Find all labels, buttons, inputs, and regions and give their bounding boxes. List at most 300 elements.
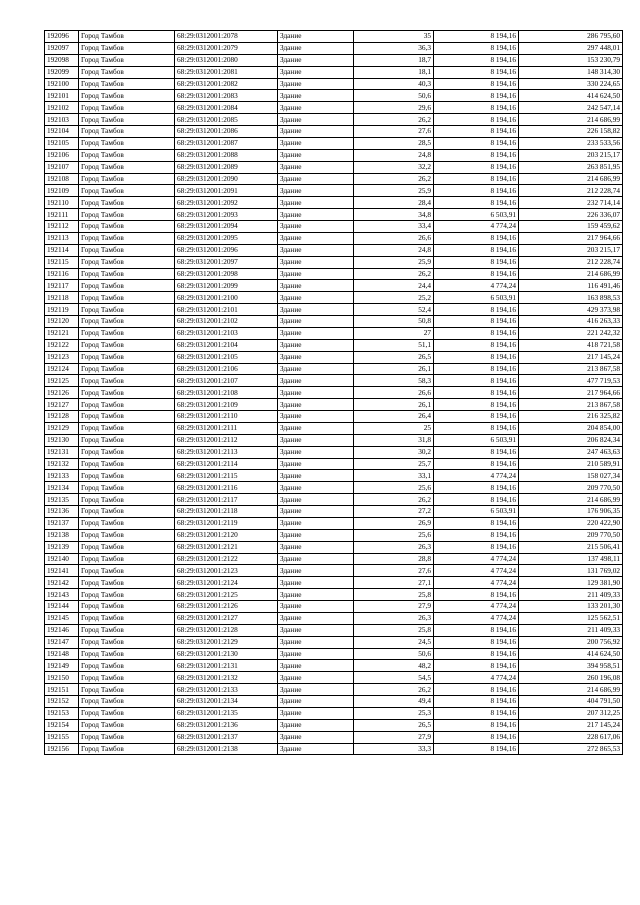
city-cell: Город Тамбов bbox=[79, 185, 175, 197]
cadastral-value-cell: 220 422,90 bbox=[519, 517, 623, 529]
table-row bbox=[45, 327, 623, 339]
cadastral-number-cell: 68:29:0312001:2093 bbox=[175, 209, 278, 221]
cadastral-number-cell: 68:29:0312001:2083 bbox=[175, 90, 278, 102]
cadastral-number-cell: 68:29:0312001:2134 bbox=[175, 696, 278, 708]
area-cell: 33,4 bbox=[354, 221, 434, 233]
unit-value-cell: 8 194,16 bbox=[434, 114, 519, 126]
cadastral-value-cell: 477 719,53 bbox=[519, 375, 623, 387]
area-cell: 40,3 bbox=[354, 78, 434, 90]
row-id-cell: 192108 bbox=[45, 173, 79, 185]
city-cell: Город Тамбов bbox=[79, 126, 175, 138]
unit-value-cell: 4 774,24 bbox=[434, 612, 519, 624]
row-id-cell: 192119 bbox=[45, 304, 79, 316]
row-id-cell: 192129 bbox=[45, 422, 79, 434]
object-type-cell: Здание bbox=[278, 304, 354, 316]
unit-value-cell: 8 194,16 bbox=[434, 411, 519, 423]
cadastral-number-cell: 68:29:0312001:2119 bbox=[175, 517, 278, 529]
cadastral-number-cell: 68:29:0312001:2095 bbox=[175, 232, 278, 244]
cadastral-value-cell: 418 721,58 bbox=[519, 339, 623, 351]
cadastral-number-cell: 68:29:0312001:2129 bbox=[175, 636, 278, 648]
unit-value-cell: 8 194,16 bbox=[434, 719, 519, 731]
object-type-cell: Здание bbox=[278, 541, 354, 553]
table-row bbox=[45, 470, 623, 482]
row-id-cell: 192128 bbox=[45, 411, 79, 423]
cadastral-number-cell: 68:29:0312001:2079 bbox=[175, 42, 278, 54]
unit-value-cell: 8 194,16 bbox=[434, 731, 519, 743]
row-id-cell: 192148 bbox=[45, 648, 79, 660]
cadastral-number-cell: 68:29:0312001:2088 bbox=[175, 149, 278, 161]
table-row bbox=[45, 612, 623, 624]
cadastral-number-cell: 68:29:0312001:2131 bbox=[175, 660, 278, 672]
area-cell: 33,3 bbox=[354, 743, 434, 755]
object-type-cell: Здание bbox=[278, 529, 354, 541]
table-row bbox=[45, 221, 623, 233]
city-cell: Город Тамбов bbox=[79, 292, 175, 304]
row-id-cell: 192099 bbox=[45, 66, 79, 78]
area-cell: 28,8 bbox=[354, 553, 434, 565]
row-id-cell: 192144 bbox=[45, 601, 79, 613]
row-id-cell: 192139 bbox=[45, 541, 79, 553]
unit-value-cell: 4 774,24 bbox=[434, 672, 519, 684]
unit-value-cell: 8 194,16 bbox=[434, 589, 519, 601]
cadastral-value-cell: 207 312,25 bbox=[519, 707, 623, 719]
city-cell: Город Тамбов bbox=[79, 707, 175, 719]
area-cell: 26,5 bbox=[354, 351, 434, 363]
cadastral-value-cell: 214 686,99 bbox=[519, 268, 623, 280]
table-row bbox=[45, 31, 623, 43]
area-cell: 33,1 bbox=[354, 470, 434, 482]
cadastral-number-cell: 68:29:0312001:2132 bbox=[175, 672, 278, 684]
table-row bbox=[45, 553, 623, 565]
object-type-cell: Здание bbox=[278, 102, 354, 114]
row-id-cell: 192111 bbox=[45, 209, 79, 221]
city-cell: Город Тамбов bbox=[79, 434, 175, 446]
table-row bbox=[45, 684, 623, 696]
city-cell: Город Тамбов bbox=[79, 66, 175, 78]
cadastral-number-cell: 68:29:0312001:2130 bbox=[175, 648, 278, 660]
row-id-cell: 192117 bbox=[45, 280, 79, 292]
area-cell: 25,8 bbox=[354, 624, 434, 636]
unit-value-cell: 4 774,24 bbox=[434, 601, 519, 613]
city-cell: Город Тамбов bbox=[79, 577, 175, 589]
area-cell: 26,2 bbox=[354, 114, 434, 126]
table-row bbox=[45, 292, 623, 304]
city-cell: Город Тамбов bbox=[79, 731, 175, 743]
unit-value-cell: 8 194,16 bbox=[434, 660, 519, 672]
unit-value-cell: 8 194,16 bbox=[434, 327, 519, 339]
row-id-cell: 192103 bbox=[45, 114, 79, 126]
table-row bbox=[45, 648, 623, 660]
row-id-cell: 192106 bbox=[45, 149, 79, 161]
row-id-cell: 192141 bbox=[45, 565, 79, 577]
cadastral-value-cell: 159 459,62 bbox=[519, 221, 623, 233]
row-id-cell: 192133 bbox=[45, 470, 79, 482]
object-type-cell: Здание bbox=[278, 66, 354, 78]
row-id-cell: 192115 bbox=[45, 256, 79, 268]
table-row bbox=[45, 422, 623, 434]
table-row bbox=[45, 636, 623, 648]
object-type-cell: Здание bbox=[278, 209, 354, 221]
cadastral-value-cell: 215 506,41 bbox=[519, 541, 623, 553]
cadastral-value-cell: 330 224,65 bbox=[519, 78, 623, 90]
cadastral-number-cell: 68:29:0312001:2104 bbox=[175, 339, 278, 351]
city-cell: Город Тамбов bbox=[79, 42, 175, 54]
area-cell: 48,2 bbox=[354, 660, 434, 672]
row-id-cell: 192140 bbox=[45, 553, 79, 565]
area-cell: 26,2 bbox=[354, 684, 434, 696]
object-type-cell: Здание bbox=[278, 126, 354, 138]
row-id-cell: 192102 bbox=[45, 102, 79, 114]
object-type-cell: Здание bbox=[278, 589, 354, 601]
area-cell: 58,3 bbox=[354, 375, 434, 387]
object-type-cell: Здание bbox=[278, 268, 354, 280]
object-type-cell: Здание bbox=[278, 601, 354, 613]
unit-value-cell: 8 194,16 bbox=[434, 54, 519, 66]
cadastral-number-cell: 68:29:0312001:2135 bbox=[175, 707, 278, 719]
city-cell: Город Тамбов bbox=[79, 280, 175, 292]
area-cell: 51,1 bbox=[354, 339, 434, 351]
area-cell: 26,2 bbox=[354, 268, 434, 280]
row-id-cell: 192116 bbox=[45, 268, 79, 280]
area-cell: 26,9 bbox=[354, 517, 434, 529]
city-cell: Город Тамбов bbox=[79, 256, 175, 268]
city-cell: Город Тамбов bbox=[79, 399, 175, 411]
cadastral-value-cell: 116 491,46 bbox=[519, 280, 623, 292]
cadastral-number-cell: 68:29:0312001:2106 bbox=[175, 363, 278, 375]
city-cell: Город Тамбов bbox=[79, 565, 175, 577]
unit-value-cell: 4 774,24 bbox=[434, 577, 519, 589]
cadastral-value-cell: 286 795,60 bbox=[519, 31, 623, 43]
area-cell: 35 bbox=[354, 31, 434, 43]
unit-value-cell: 8 194,16 bbox=[434, 137, 519, 149]
row-id-cell: 192104 bbox=[45, 126, 79, 138]
city-cell: Город Тамбов bbox=[79, 684, 175, 696]
row-id-cell: 192134 bbox=[45, 482, 79, 494]
row-id-cell: 192131 bbox=[45, 446, 79, 458]
city-cell: Город Тамбов bbox=[79, 624, 175, 636]
table-row bbox=[45, 78, 623, 90]
row-id-cell: 192121 bbox=[45, 327, 79, 339]
cadastral-value-cell: 213 867,58 bbox=[519, 399, 623, 411]
area-cell: 24,8 bbox=[354, 244, 434, 256]
cadastral-number-cell: 68:29:0312001:2091 bbox=[175, 185, 278, 197]
city-cell: Город Тамбов bbox=[79, 327, 175, 339]
table-row bbox=[45, 244, 623, 256]
cadastral-value-cell: 214 686,99 bbox=[519, 494, 623, 506]
cadastral-number-cell: 68:29:0312001:2102 bbox=[175, 316, 278, 328]
object-type-cell: Здание bbox=[278, 672, 354, 684]
city-cell: Город Тамбов bbox=[79, 90, 175, 102]
cadastral-number-cell: 68:29:0312001:2080 bbox=[175, 54, 278, 66]
cadastral-value-cell: 213 867,58 bbox=[519, 363, 623, 375]
city-cell: Город Тамбов bbox=[79, 672, 175, 684]
row-id-cell: 192105 bbox=[45, 137, 79, 149]
city-cell: Город Тамбов bbox=[79, 696, 175, 708]
cadastral-value-cell: 210 589,91 bbox=[519, 458, 623, 470]
unit-value-cell: 8 194,16 bbox=[434, 529, 519, 541]
city-cell: Город Тамбов bbox=[79, 470, 175, 482]
row-id-cell: 192124 bbox=[45, 363, 79, 375]
cadastral-value-cell: 137 498,11 bbox=[519, 553, 623, 565]
table-row bbox=[45, 565, 623, 577]
unit-value-cell: 8 194,16 bbox=[434, 458, 519, 470]
table-row bbox=[45, 137, 623, 149]
city-cell: Город Тамбов bbox=[79, 161, 175, 173]
unit-value-cell: 8 194,16 bbox=[434, 517, 519, 529]
cadastral-number-cell: 68:29:0312001:2124 bbox=[175, 577, 278, 589]
object-type-cell: Здание bbox=[278, 114, 354, 126]
object-type-cell: Здание bbox=[278, 197, 354, 209]
object-type-cell: Здание bbox=[278, 648, 354, 660]
unit-value-cell: 6 503,91 bbox=[434, 209, 519, 221]
object-type-cell: Здание bbox=[278, 387, 354, 399]
cadastral-value-cell: 203 215,17 bbox=[519, 244, 623, 256]
object-type-cell: Здание bbox=[278, 399, 354, 411]
area-cell: 30,2 bbox=[354, 446, 434, 458]
unit-value-cell: 8 194,16 bbox=[434, 684, 519, 696]
row-id-cell: 192107 bbox=[45, 161, 79, 173]
cadastral-value-cell: 200 756,92 bbox=[519, 636, 623, 648]
area-cell: 25,6 bbox=[354, 529, 434, 541]
cadastral-number-cell: 68:29:0312001:2087 bbox=[175, 137, 278, 149]
city-cell: Город Тамбов bbox=[79, 304, 175, 316]
row-id-cell: 192110 bbox=[45, 197, 79, 209]
row-id-cell: 192132 bbox=[45, 458, 79, 470]
table-row bbox=[45, 161, 623, 173]
area-cell: 32,2 bbox=[354, 161, 434, 173]
cadastral-value-table bbox=[44, 30, 623, 755]
cadastral-value-cell: 242 547,14 bbox=[519, 102, 623, 114]
unit-value-cell: 8 194,16 bbox=[434, 232, 519, 244]
object-type-cell: Здание bbox=[278, 731, 354, 743]
cadastral-value-cell: 131 769,02 bbox=[519, 565, 623, 577]
object-type-cell: Здание bbox=[278, 221, 354, 233]
area-cell: 26,2 bbox=[354, 173, 434, 185]
cadastral-number-cell: 68:29:0312001:2100 bbox=[175, 292, 278, 304]
row-id-cell: 192100 bbox=[45, 78, 79, 90]
city-cell: Город Тамбов bbox=[79, 494, 175, 506]
area-cell: 27,9 bbox=[354, 731, 434, 743]
area-cell: 25,9 bbox=[354, 256, 434, 268]
row-id-cell: 192127 bbox=[45, 399, 79, 411]
unit-value-cell: 8 194,16 bbox=[434, 304, 519, 316]
object-type-cell: Здание bbox=[278, 31, 354, 43]
area-cell: 26,6 bbox=[354, 387, 434, 399]
table-row bbox=[45, 54, 623, 66]
table-row bbox=[45, 363, 623, 375]
object-type-cell: Здание bbox=[278, 565, 354, 577]
cadastral-value-cell: 414 624,50 bbox=[519, 90, 623, 102]
table-row bbox=[45, 446, 623, 458]
object-type-cell: Здание bbox=[278, 624, 354, 636]
city-cell: Город Тамбов bbox=[79, 78, 175, 90]
unit-value-cell: 8 194,16 bbox=[434, 126, 519, 138]
unit-value-cell: 8 194,16 bbox=[434, 422, 519, 434]
unit-value-cell: 8 194,16 bbox=[434, 173, 519, 185]
table-row bbox=[45, 209, 623, 221]
row-id-cell: 192136 bbox=[45, 506, 79, 518]
unit-value-cell: 8 194,16 bbox=[434, 149, 519, 161]
cadastral-number-cell: 68:29:0312001:2136 bbox=[175, 719, 278, 731]
cadastral-number-cell: 68:29:0312001:2133 bbox=[175, 684, 278, 696]
object-type-cell: Здание bbox=[278, 719, 354, 731]
object-type-cell: Здание bbox=[278, 517, 354, 529]
cadastral-value-cell: 226 158,82 bbox=[519, 126, 623, 138]
table-row bbox=[45, 482, 623, 494]
object-type-cell: Здание bbox=[278, 363, 354, 375]
cadastral-number-cell: 68:29:0312001:2115 bbox=[175, 470, 278, 482]
object-type-cell: Здание bbox=[278, 292, 354, 304]
unit-value-cell: 8 194,16 bbox=[434, 624, 519, 636]
city-cell: Город Тамбов bbox=[79, 719, 175, 731]
unit-value-cell: 8 194,16 bbox=[434, 339, 519, 351]
table-row bbox=[45, 114, 623, 126]
cadastral-value-cell: 125 562,51 bbox=[519, 612, 623, 624]
city-cell: Город Тамбов bbox=[79, 506, 175, 518]
city-cell: Город Тамбов bbox=[79, 197, 175, 209]
cadastral-number-cell: 68:29:0312001:2094 bbox=[175, 221, 278, 233]
row-id-cell: 192113 bbox=[45, 232, 79, 244]
cadastral-value-cell: 129 381,90 bbox=[519, 577, 623, 589]
cadastral-number-cell: 68:29:0312001:2121 bbox=[175, 541, 278, 553]
unit-value-cell: 4 774,24 bbox=[434, 553, 519, 565]
cadastral-number-cell: 68:29:0312001:2097 bbox=[175, 256, 278, 268]
table-row bbox=[45, 316, 623, 328]
area-cell: 25 bbox=[354, 422, 434, 434]
row-id-cell: 192156 bbox=[45, 743, 79, 755]
cadastral-value-cell: 232 714,14 bbox=[519, 197, 623, 209]
cadastral-number-cell: 68:29:0312001:2086 bbox=[175, 126, 278, 138]
unit-value-cell: 8 194,16 bbox=[434, 375, 519, 387]
unit-value-cell: 8 194,16 bbox=[434, 66, 519, 78]
cadastral-value-cell: 414 624,50 bbox=[519, 648, 623, 660]
table-row bbox=[45, 707, 623, 719]
cadastral-value-cell: 228 617,06 bbox=[519, 731, 623, 743]
area-cell: 27,2 bbox=[354, 506, 434, 518]
cadastral-number-cell: 68:29:0312001:2113 bbox=[175, 446, 278, 458]
cadastral-number-cell: 68:29:0312001:2096 bbox=[175, 244, 278, 256]
cadastral-value-cell: 247 463,63 bbox=[519, 446, 623, 458]
row-id-cell: 192112 bbox=[45, 221, 79, 233]
table-row bbox=[45, 102, 623, 114]
cadastral-number-cell: 68:29:0312001:2123 bbox=[175, 565, 278, 577]
table-row bbox=[45, 256, 623, 268]
city-cell: Город Тамбов bbox=[79, 387, 175, 399]
area-cell: 26,6 bbox=[354, 232, 434, 244]
cadastral-value-cell: 212 228,74 bbox=[519, 256, 623, 268]
row-id-cell: 192120 bbox=[45, 316, 79, 328]
object-type-cell: Здание bbox=[278, 434, 354, 446]
area-cell: 34,8 bbox=[354, 209, 434, 221]
object-type-cell: Здание bbox=[278, 660, 354, 672]
row-id-cell: 192153 bbox=[45, 707, 79, 719]
cadastral-number-cell: 68:29:0312001:2098 bbox=[175, 268, 278, 280]
area-cell: 26,1 bbox=[354, 399, 434, 411]
area-cell: 26,1 bbox=[354, 363, 434, 375]
city-cell: Город Тамбов bbox=[79, 102, 175, 114]
unit-value-cell: 4 774,24 bbox=[434, 221, 519, 233]
cadastral-number-cell: 68:29:0312001:2125 bbox=[175, 589, 278, 601]
city-cell: Город Тамбов bbox=[79, 541, 175, 553]
cadastral-number-cell: 68:29:0312001:2120 bbox=[175, 529, 278, 541]
area-cell: 31,8 bbox=[354, 434, 434, 446]
city-cell: Город Тамбов bbox=[79, 601, 175, 613]
cadastral-number-cell: 68:29:0312001:2101 bbox=[175, 304, 278, 316]
city-cell: Город Тамбов bbox=[79, 149, 175, 161]
unit-value-cell: 8 194,16 bbox=[434, 90, 519, 102]
object-type-cell: Здание bbox=[278, 684, 354, 696]
city-cell: Город Тамбов bbox=[79, 482, 175, 494]
cadastral-number-cell: 68:29:0312001:2078 bbox=[175, 31, 278, 43]
unit-value-cell: 8 194,16 bbox=[434, 707, 519, 719]
object-type-cell: Здание bbox=[278, 280, 354, 292]
cadastral-number-cell: 68:29:0312001:2127 bbox=[175, 612, 278, 624]
cadastral-value-cell: 272 865,53 bbox=[519, 743, 623, 755]
area-cell: 24,4 bbox=[354, 280, 434, 292]
cadastral-value-cell: 214 686,99 bbox=[519, 173, 623, 185]
row-id-cell: 192125 bbox=[45, 375, 79, 387]
table-row bbox=[45, 743, 623, 755]
unit-value-cell: 8 194,16 bbox=[434, 185, 519, 197]
cadastral-value-cell: 217 145,24 bbox=[519, 351, 623, 363]
row-id-cell: 192137 bbox=[45, 517, 79, 529]
row-id-cell: 192151 bbox=[45, 684, 79, 696]
table-row bbox=[45, 577, 623, 589]
object-type-cell: Здание bbox=[278, 707, 354, 719]
cadastral-value-cell: 176 906,35 bbox=[519, 506, 623, 518]
unit-value-cell: 6 503,91 bbox=[434, 434, 519, 446]
object-type-cell: Здание bbox=[278, 256, 354, 268]
area-cell: 52,4 bbox=[354, 304, 434, 316]
city-cell: Город Тамбов bbox=[79, 363, 175, 375]
object-type-cell: Здание bbox=[278, 54, 354, 66]
area-cell: 29,6 bbox=[354, 102, 434, 114]
object-type-cell: Здание bbox=[278, 316, 354, 328]
city-cell: Город Тамбов bbox=[79, 446, 175, 458]
cadastral-number-cell: 68:29:0312001:2117 bbox=[175, 494, 278, 506]
unit-value-cell: 8 194,16 bbox=[434, 363, 519, 375]
cadastral-value-cell: 429 373,98 bbox=[519, 304, 623, 316]
cadastral-value-cell: 217 964,66 bbox=[519, 232, 623, 244]
unit-value-cell: 4 774,24 bbox=[434, 470, 519, 482]
city-cell: Город Тамбов bbox=[79, 209, 175, 221]
city-cell: Город Тамбов bbox=[79, 529, 175, 541]
unit-value-cell: 8 194,16 bbox=[434, 31, 519, 43]
cadastral-value-cell: 209 770,50 bbox=[519, 482, 623, 494]
city-cell: Город Тамбов bbox=[79, 422, 175, 434]
area-cell: 18,1 bbox=[354, 66, 434, 78]
cadastral-number-cell: 68:29:0312001:2118 bbox=[175, 506, 278, 518]
object-type-cell: Здание bbox=[278, 482, 354, 494]
area-cell: 27,9 bbox=[354, 601, 434, 613]
cadastral-value-cell: 212 228,74 bbox=[519, 185, 623, 197]
cadastral-number-cell: 68:29:0312001:2084 bbox=[175, 102, 278, 114]
cadastral-number-cell: 68:29:0312001:2114 bbox=[175, 458, 278, 470]
row-id-cell: 192143 bbox=[45, 589, 79, 601]
table-row bbox=[45, 672, 623, 684]
object-type-cell: Здание bbox=[278, 232, 354, 244]
object-type-cell: Здание bbox=[278, 506, 354, 518]
table-row bbox=[45, 411, 623, 423]
city-cell: Город Тамбов bbox=[79, 636, 175, 648]
table-row bbox=[45, 506, 623, 518]
unit-value-cell: 8 194,16 bbox=[434, 387, 519, 399]
unit-value-cell: 4 774,24 bbox=[434, 565, 519, 577]
cadastral-number-cell: 68:29:0312001:2082 bbox=[175, 78, 278, 90]
area-cell: 25,8 bbox=[354, 589, 434, 601]
area-cell: 26,3 bbox=[354, 612, 434, 624]
object-type-cell: Здание bbox=[278, 553, 354, 565]
